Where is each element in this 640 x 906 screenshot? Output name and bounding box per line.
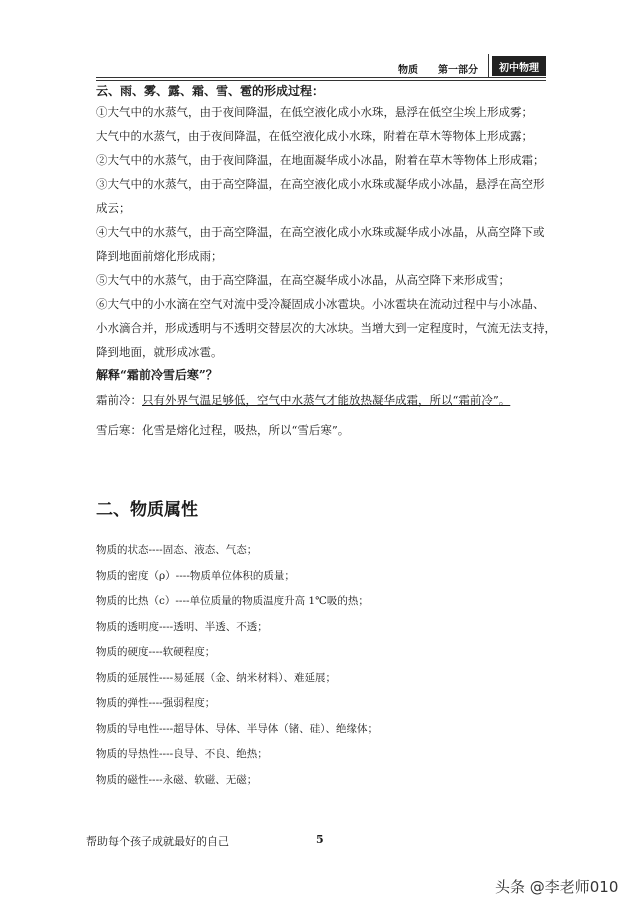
list-item: 物质的磁性----永磁、软磁、无磁； (96, 773, 258, 786)
page-header (96, 56, 546, 78)
text-line: 降到地面，就形成冰雹。 (96, 345, 223, 359)
properties-list (96, 538, 556, 793)
text-line: 成云； (96, 201, 131, 215)
header-subject: 物质 (398, 65, 418, 76)
list-item: 物质的比热（c）----单位质量的物质温度升高 1℃吸的热； (96, 595, 369, 607)
text-line: ⑤大气中的水蒸气，由于高空降温，在高空凝华成小冰晶，从高空降下来形成雪； (96, 273, 510, 287)
list-item: 物质的密度（ρ）----物质单位体积的质量； (96, 569, 295, 582)
text-line: 降到地面前熔化形成雨； (96, 249, 223, 263)
header-separator (488, 54, 489, 78)
header-rule (96, 77, 546, 78)
watermark: 头条 @李老师010 (495, 878, 619, 896)
section-title: 云、雨、雾、露、霜、雪、雹的形成过程： (96, 84, 325, 98)
frost-text: 只有外界气温足够低，空气中水蒸气才能放热凝华成霜，所以“霜前冷”。 (142, 393, 511, 407)
text-line: ②大气中的水蒸气，由于夜间降温，在地面凝华成小冰晶，附着在草木等物体上形成霜； (96, 153, 545, 167)
text-line: ④大气中的水蒸气，由于高空降温，在高空液化成小水珠或凝华成小冰晶，从高空降下或 (96, 225, 545, 239)
list-item: 物质的延展性----易延展（金、纳米材料）、难延展； (96, 671, 336, 684)
snow-explanation: 雪后寒：化雪是熔化过程，吸热，所以“雪后寒”。 (96, 423, 350, 437)
text-line: ③大气中的水蒸气，由于高空降温，在高空液化成小水珠或凝华成小冰晶，悬浮在高空形 (96, 177, 545, 191)
text-line: ⑥大气中的小水滴在空气对流中受冷凝固成小冰雹块。小冰雹块在流动过程中与小冰晶、 (96, 297, 545, 311)
header-badge: 初中物理 (492, 56, 546, 76)
list-item: 物质的导电性----超导体、导体、半导体（锗、硅）、绝缘体； (96, 722, 378, 735)
list-item: 物质的弹性----强弱程度； (96, 697, 216, 709)
section-subtitle: 解释“霜前冷雪后寒”？ (96, 368, 218, 382)
text-line: ①大气中的水蒸气，由于夜间降温，在低空液化成小水珠，悬浮在低空尘埃上形成雾； (96, 105, 533, 119)
page-number: 5 (316, 833, 324, 846)
list-item: 物质的状态----固态、液态、气态； (96, 544, 258, 556)
footer-motto: 帮助每个孩子成就最好的自己 (86, 835, 229, 848)
text-line: 小水滴合并，形成透明与不透明交替层次的大冰块。当增大到一定程度时，气流无法支持， (96, 321, 556, 335)
text-line: 大气中的水蒸气，由于夜间降温，在低空液化成小水珠，附着在草木等物体上形成露； (96, 129, 533, 143)
list-item: 物质的导热性----良导、不良、绝热； (96, 748, 268, 760)
frost-label: 霜前冷： (96, 393, 142, 407)
section-weather (96, 80, 556, 442)
list-item: 物质的透明度----透明、半透、不透； (96, 620, 268, 633)
list-item: 物质的硬度----软硬程度； (96, 646, 216, 658)
header-part: 第一部分 (438, 65, 478, 76)
part-heading: 二、物质属性 (96, 500, 198, 520)
frost-explanation (96, 388, 556, 412)
